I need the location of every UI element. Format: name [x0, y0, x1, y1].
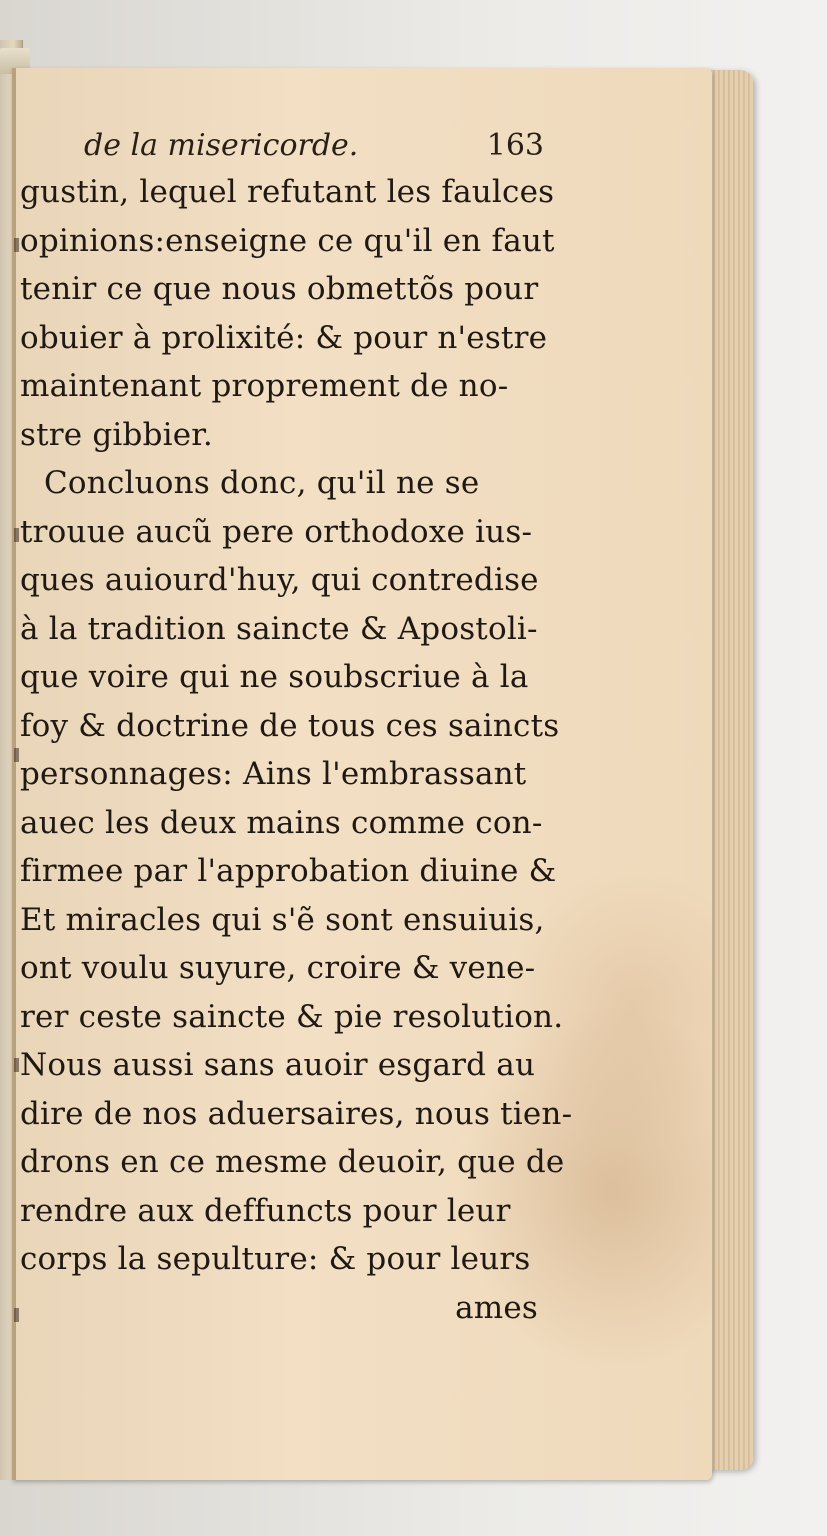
- text-line: Et miracles qui s'ẽ sont ensuiuis,: [20, 901, 545, 938]
- text-line: ques auiourd'huy, qui contredise: [20, 562, 539, 598]
- text-line: obuier à prolixité: & pour n'estre: [20, 319, 548, 356]
- text-line: corps la sepulture: & pour leurs: [20, 1241, 531, 1277]
- text-line: Concluons donc, qu'il ne se: [44, 465, 480, 501]
- text-line: foy & doctrine de tous ces saincts: [20, 707, 560, 744]
- body-text: [20, 168, 573, 1332]
- text-line: rer ceste saincte & pie resolution.: [20, 998, 564, 1035]
- text-line: que voire qui ne soubscriue à la: [20, 659, 529, 695]
- text-line: Nous aussi sans auoir esgard au: [20, 1047, 536, 1083]
- text-line: auec les deux mains comme con-: [20, 804, 543, 841]
- catchword: ames: [455, 1289, 538, 1326]
- text-line: maintenant proprement de no-: [20, 368, 509, 404]
- text-line: trouue aucũ pere orthodoxe ius-: [20, 513, 533, 550]
- text-line: drons en ce mesme deuoir, que de: [20, 1144, 565, 1180]
- text-line: personnages: Ains l'embrassant: [20, 756, 527, 792]
- text-line: rendre aux deffuncts pour leur: [20, 1192, 511, 1229]
- running-head: [84, 128, 544, 168]
- text-line: stre gibbier.: [20, 416, 213, 453]
- running-title: de la misericorde.: [84, 128, 359, 163]
- text-line: à la tradition saincte & Apostoli-: [20, 610, 538, 647]
- text-line: tenir ce que nous obmettõs pour: [20, 271, 539, 307]
- text-line: gustin, lequel refutant les faulces: [20, 174, 555, 210]
- text-line: ont voulu suyure, croire & vene-: [20, 950, 536, 986]
- text-line: opinions:enseigne ce qu'il en faut: [20, 222, 555, 259]
- text-line: firmee par l'approbation diuine &: [20, 853, 557, 889]
- book-page: [12, 68, 712, 1480]
- text-line: dire de nos aduersaires, nous tien-: [20, 1095, 573, 1132]
- page-number: 163: [486, 128, 544, 163]
